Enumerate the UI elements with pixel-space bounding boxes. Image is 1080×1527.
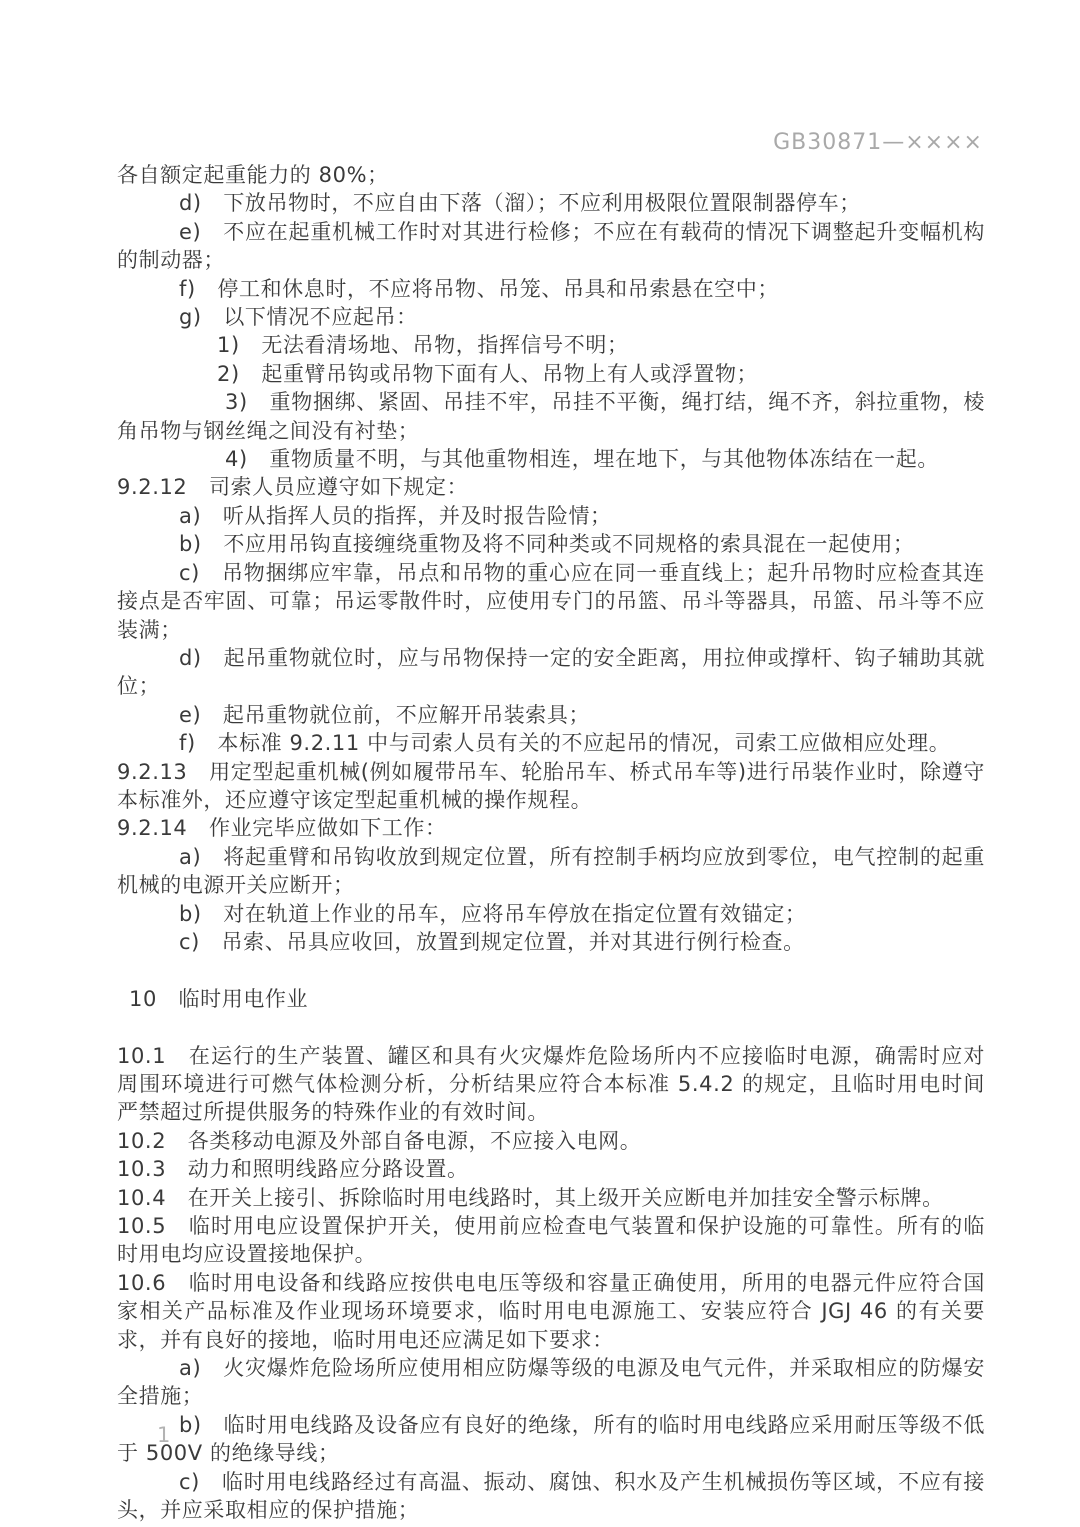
paragraph: f) 本标准 9.2.11 中与司索人员有关的不应起吊的情况，司索工应做相应处理。 — [179, 731, 951, 756]
paragraph: c) 吊索、吊具应收回，放置到规定位置，并对其进行例行检查。 — [179, 929, 805, 954]
paragraph: d) 下放吊物时，不应自由下落（溜）；不应利用极限位置限制器停车； — [179, 191, 861, 216]
paragraph: b) 对在轨道上作业的吊车，应将吊车停放在指定位置有效锚定； — [179, 901, 807, 926]
paragraph: f) 停工和休息时，不应将吊物、吊笼、吊具和吊索悬在空中； — [179, 276, 779, 301]
paragraph: 各自额定起重能力的 80%； — [117, 163, 389, 187]
paragraph: b) 不应用吊钩直接缠绕重物及将不同种类或不同规格的索具混在一起使用； — [179, 532, 915, 557]
paragraph: b) 临时用电线路及设备应有良好的绝缘，所有的临时用电线路应采用耐压等级不低于 500V 的绝缘导线； — [117, 1412, 985, 1466]
paragraph: a) 将起重臂和吊钩收放到规定位置，所有控制手柄均应放到零位，电气控制的起重机械的电源开关应断开； — [117, 844, 985, 898]
paragraph: a) 听从指挥人员的指挥，并及时报告险情； — [179, 503, 612, 528]
document-header-standard-number: GB30871—×××× — [773, 130, 983, 155]
paragraph: 4) 重物质量不明，与其他重物相连，埋在地下，与其他物体冻结在一起。 — [225, 447, 939, 472]
paragraph: 10.3 动力和照明线路应分路设置。 — [117, 1157, 469, 1182]
paragraph: 10.1 在运行的生产装置、罐区和具有火灾爆炸危险场所内不应接临时电源，确需时应对周围环境进行可燃气体检测分析，分析结果应符合本标准 5.4.2 的规定，且临时用电时间严禁超过所提供服务的特殊作业的有效时间。 — [117, 1043, 985, 1125]
paragraph: a) 火灾爆炸危险场所应使用相应防爆等级的电源及电气元件，并采取相应的防爆安全措施； — [117, 1356, 985, 1409]
paragraph: 10.2 各类移动电源及外部自备电源，不应接入电网。 — [117, 1128, 642, 1153]
paragraph: 10.4 在开关上接引、拆除临时用电线路时，其上级开关应断电并加挂安全警示标牌。 — [117, 1185, 944, 1210]
section-heading: 10 临时用电作业 — [129, 986, 309, 1011]
paragraph: e) 不应在起重机械工作时对其进行检修；不应在有载荷的情况下调整起升变幅机构的制动器； — [117, 219, 985, 273]
paragraph: 9.2.14 作业完毕应做如下工作： — [117, 816, 447, 841]
paragraph: 10.5 临时用电应设置保护开关，使用前应检查电气装置和保护设施的可靠性。所有的临时用电均应设置接地保护。 — [117, 1214, 985, 1267]
paragraph: 3) 重物捆绑、紧固、吊挂不牢，吊挂不平衡，绳打结，绳不齐，斜拉重物，棱角吊物与钢丝绳之间没有衬垫； — [117, 390, 985, 443]
paragraph: c) 临时用电线路经过有高温、振动、腐蚀、积水及产生机械损伤等区域，不应有接头，并应采取相应的保护措施； — [117, 1469, 985, 1523]
paragraph: d) 起吊重物就位时，应与吊物保持一定的安全距离，用拉伸或撑杆、钩子辅助其就位； — [117, 645, 985, 699]
paragraph: 10.6 临时用电设备和线路应按供电电压等级和容量正确使用，所用的电器元件应符合国家相关产品标准及作业现场环境要求，临时用电电源施工、安装应符合 JGJ 46 的有关要求，并有良好的接地，临时用电还应满足如下要求： — [117, 1270, 985, 1352]
paragraph: 2) 起重臂吊钩或吊物下面有人、吊物上有人或浮置物； — [217, 361, 759, 386]
paragraph: 9.2.13 用定型起重机械(例如履带吊车、轮胎吊车、桥式吊车等)进行吊装作业时，除遵守本标准外，还应遵守该定型起重机械的操作规程。 — [117, 759, 985, 812]
paragraph: 9.2.12 司索人员应遵守如下规定： — [117, 475, 469, 500]
paragraph: g) 以下情况不应起吊： — [179, 305, 418, 330]
paragraph: e) 起吊重物就位前，不应解开吊装索具； — [179, 702, 591, 727]
document-body — [117, 161, 985, 1524]
paragraph: c) 吊物捆绑应牢靠，吊点和吊物的重心应在同一垂直线上；起升吊物时应检查其连接点是否牢固、可靠；吊运零散件时，应使用专门的吊篮、吊斗等器具，吊篮、吊斗等不应装满； — [117, 560, 985, 642]
paragraph: 1) 无法看清场地、吊物，指挥信号不明； — [217, 333, 629, 358]
page-number: 1 — [157, 1423, 171, 1447]
